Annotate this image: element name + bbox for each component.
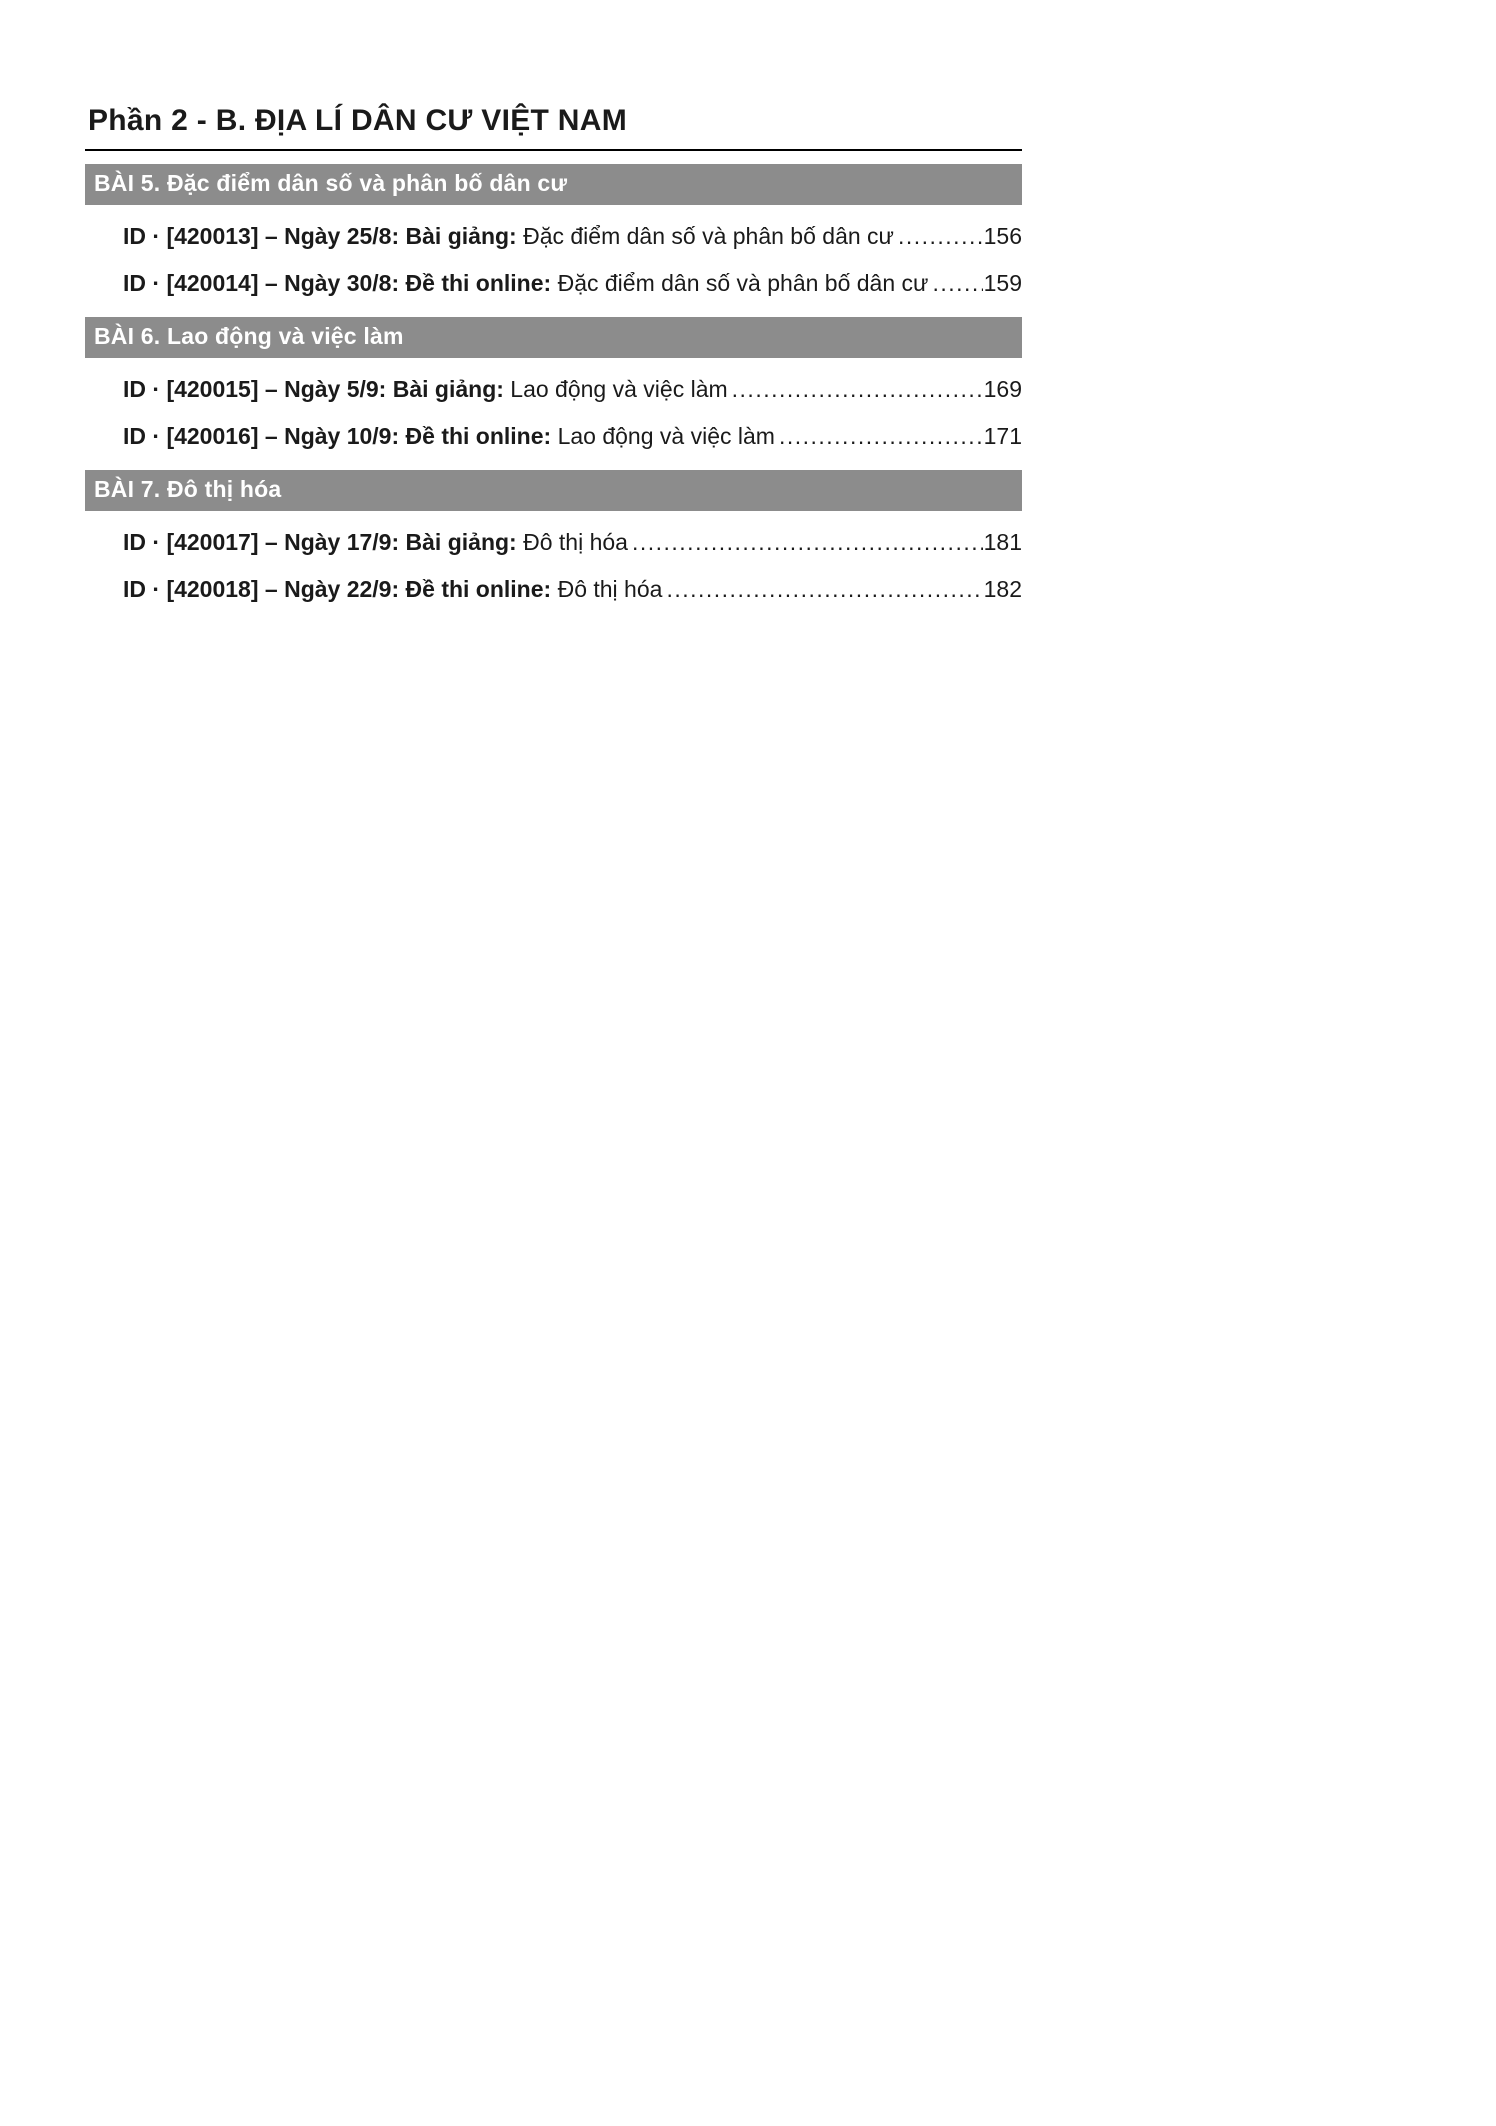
toc-entry-label — [123, 423, 775, 450]
toc-entry-page-number: 159 — [983, 270, 1022, 296]
toc-entry — [85, 566, 1022, 613]
dot-leader — [779, 423, 983, 450]
toc-entry-id-date: ID · [420016] – Ngày 10/9: Đề thi online: — [123, 423, 552, 449]
section-bai-7 — [85, 470, 1022, 619]
section-entries — [85, 358, 1022, 466]
section-entries — [85, 205, 1022, 313]
toc-entry-id-date: ID · [420013] – Ngày 25/8: Bài giảng: — [123, 223, 517, 249]
toc-entry-id-date: ID · [420014] – Ngày 30/8: Đề thi online: — [123, 270, 552, 296]
title-divider — [85, 149, 1022, 151]
section-header-bai-6: BÀI 6. Lao động và việc làm — [85, 317, 1022, 358]
dot-leader — [898, 223, 983, 250]
dot-leader — [732, 376, 983, 403]
toc-entry-page-number: 171 — [983, 423, 1022, 449]
toc-entry — [85, 213, 1022, 260]
toc-entry-page-number: 169 — [983, 376, 1022, 402]
toc-entry-label — [123, 529, 628, 556]
section-bai-5 — [85, 164, 1022, 313]
toc-entry-id-date: ID · [420017] – Ngày 17/9: Bài giảng: — [123, 529, 517, 555]
toc-entry — [85, 260, 1022, 307]
toc-entry-id-date: ID · [420018] – Ngày 22/9: Đề thi online: — [123, 576, 552, 602]
section-entries — [85, 511, 1022, 619]
section-bai-6 — [85, 317, 1022, 466]
section-header-bai-7: BÀI 7. Đô thị hóa — [85, 470, 1022, 511]
toc-entry — [85, 366, 1022, 413]
dot-leader — [632, 529, 983, 556]
toc-entry-id-date: ID · [420015] – Ngày 5/9: Bài giảng: — [123, 376, 504, 402]
toc-entry-title: Lao động và việc làm — [510, 376, 728, 402]
toc-entry-page-number: 156 — [983, 223, 1022, 249]
dot-leader — [666, 576, 982, 603]
toc-entry-page-number: 181 — [983, 529, 1022, 555]
document-page — [85, 104, 1022, 623]
toc-entry-page-number: 182 — [983, 576, 1022, 602]
section-header-bai-5: BÀI 5. Đặc điểm dân số và phân bố dân cư — [85, 164, 1022, 205]
page-title: Phần 2 - B. ĐỊA LÍ DÂN CƯ VIỆT NAM — [88, 104, 627, 137]
toc-entry — [85, 519, 1022, 566]
toc-entry-label — [123, 576, 662, 603]
toc-entry-title: Đặc điểm dân số và phân bố dân cư — [557, 270, 929, 296]
toc-entry-label — [123, 223, 894, 250]
toc-entry — [85, 413, 1022, 460]
toc-entry-title: Đô thị hóa — [523, 529, 628, 555]
toc-entry-title: Lao động và việc làm — [557, 423, 775, 449]
toc-entry-title: Đặc điểm dân số và phân bố dân cư — [523, 223, 894, 249]
toc-entry-label — [123, 376, 728, 403]
toc-entry-label — [123, 270, 928, 297]
toc-entry-title: Đô thị hóa — [557, 576, 663, 602]
dot-leader — [932, 270, 982, 297]
